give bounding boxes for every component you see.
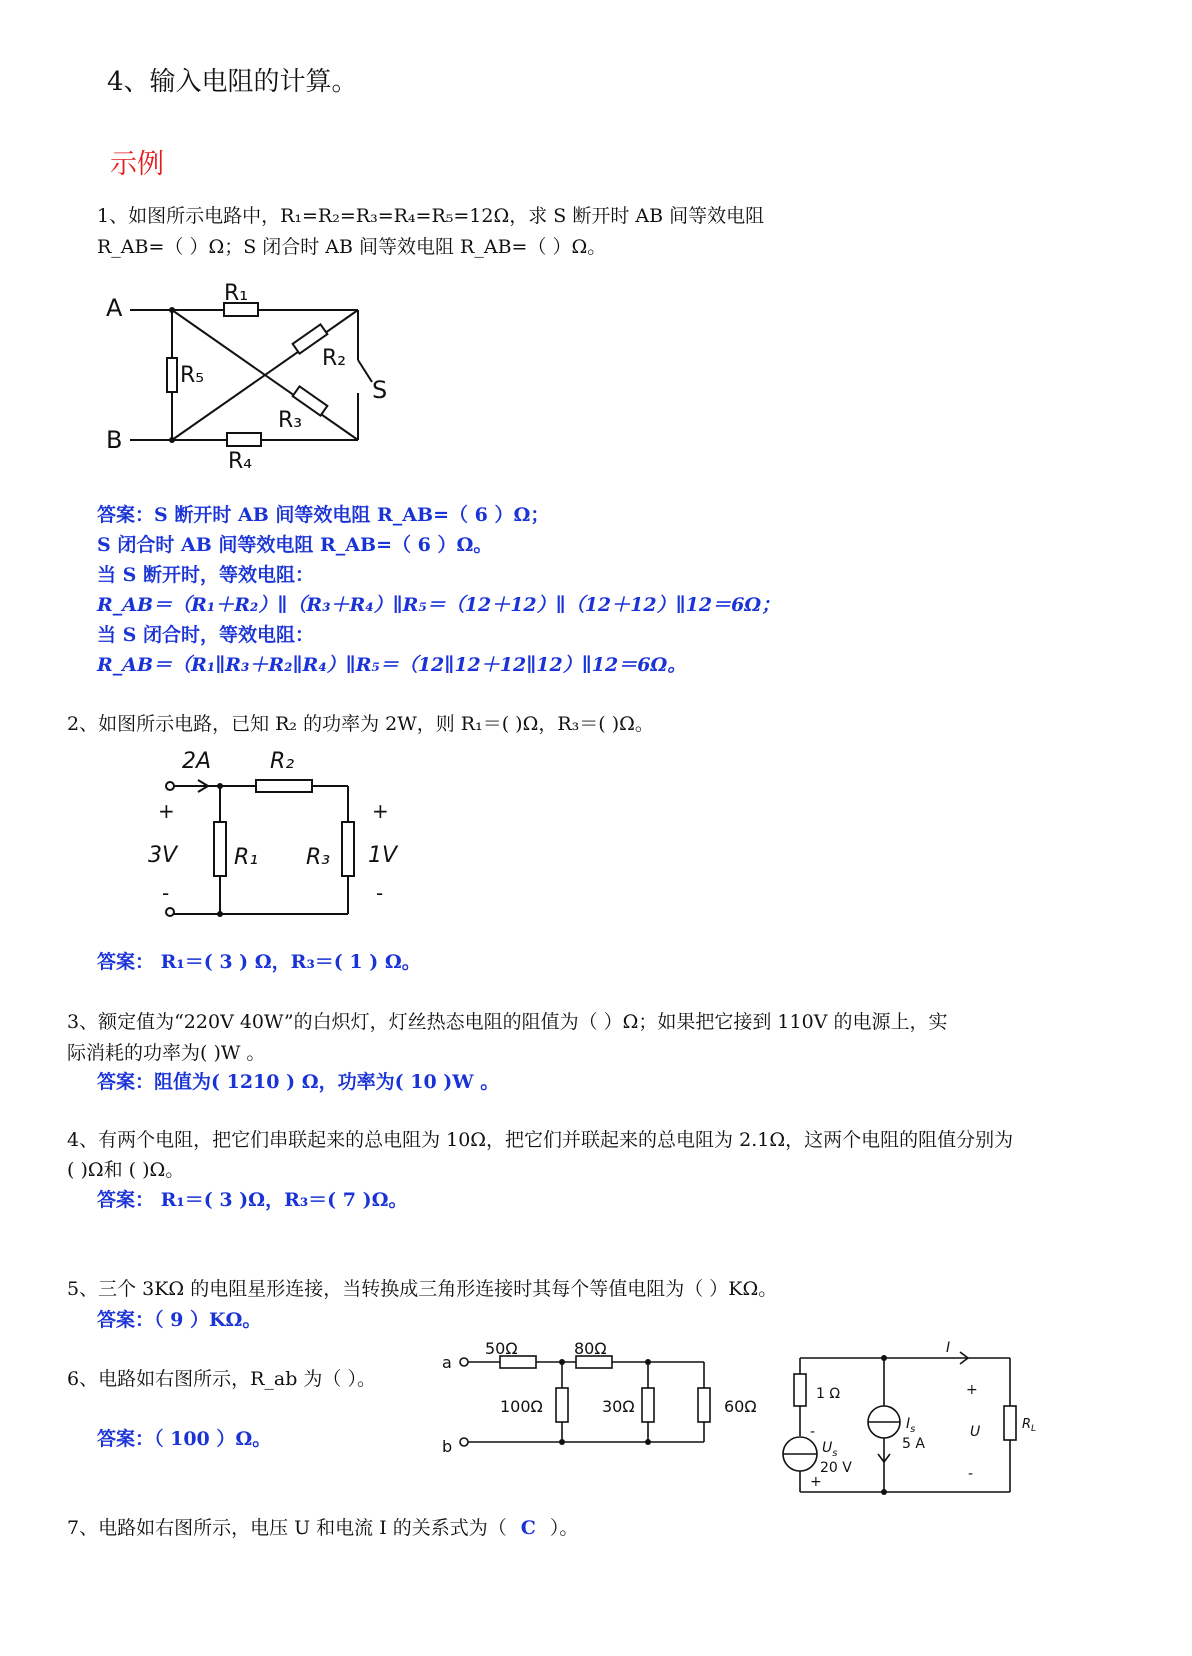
u-plus-sign: + [966,1382,978,1398]
r1-label: R₁ [234,845,259,870]
r3-label: R₃ [306,845,331,870]
q4-line2: ( )Ω和 ( )Ω。 [67,1159,185,1181]
voltage-u-label: U [970,1424,981,1440]
us-value-label: 20 V [820,1460,852,1476]
q7-answer: C [520,1517,536,1539]
q1-answer-line2: S 闭合时 AB 间等效电阻 R_AB=（ 6 ）Ω。 [97,534,493,556]
q1-answer-line5: 当 S 闭合时，等效电阻： [97,624,314,646]
q1-line1: 1、如图所示电路中，R₁=R₂=R₃=R₄=R₅=12Ω，求 S 断开时 AB 间等效电阻 [97,205,765,227]
section-heading: 4、输入电阻的计算。 [107,67,358,97]
left-plus-sign: + [158,799,175,823]
r1-label: R₁ [224,281,249,306]
q5-answer: 答案：（ 9 ）KΩ。 [97,1309,262,1331]
q2-circuit-diagram [140,740,420,920]
r2-label: R₂ [270,749,295,774]
current-label: 2A [182,749,212,774]
q7-circuit-diagram [776,1336,1066,1506]
terminal-b-label: b [442,1437,453,1456]
q1-bridge-circuit-diagram [100,278,400,474]
us-minus-sign: - [810,1424,816,1440]
r-60-label: 60Ω [724,1397,757,1416]
u-minus-sign: - [968,1466,974,1482]
q5-question: 5、三个 3KΩ 的电阻星形连接，当转换成三角形连接时其每个等值电阻为（ ）KΩ。 [67,1278,778,1300]
q7-question [67,1516,578,1540]
current-i-label: I [946,1340,951,1356]
r-100-label: 100Ω [500,1397,543,1416]
q1-answer-line6: R_AB＝（R₁∥R₃＋R₂∥R₄）∥R₅＝（12∥12＋12∥12）∥12＝6Ω。 [97,654,687,676]
r5-label: R₅ [180,363,205,388]
node-a-label: A [106,294,123,322]
r4-label: R₄ [228,449,253,474]
q6-answer: 答案：（ 100 ）Ω。 [97,1428,272,1450]
q7-text-after: ）。 [549,1517,579,1539]
terminal-a-label: a [442,1353,452,1372]
q1-answer-line3: 当 S 断开时，等效电阻： [97,564,314,586]
r-1ohm-label: 1 Ω [816,1386,841,1402]
left-voltage-label: 3V [148,843,178,868]
r-80-label: 80Ω [574,1339,607,1358]
q2-answer: 答案： R₁＝( 3 ) Ω，R₃＝( 1 ) Ω。 [97,951,421,973]
q4-answer: 答案： R₁＝( 3 )Ω，R₃＝( 7 )Ω。 [97,1189,408,1211]
right-plus-sign: + [372,799,389,823]
q1-answer-line1: 答案：S 断开时 AB 间等效电阻 R_AB=（ 6 ）Ω； [97,504,550,526]
q1-line2: R_AB=（ ）Ω；S 闭合时 AB 间等效电阻 R_AB=（ ）Ω。 [97,236,607,258]
q2-question: 2、如图所示电路，已知 R₂ 的功率为 2W，则 R₁＝( )Ω，R₃＝( )Ω。 [67,713,654,735]
example-label: 示例 [110,149,164,180]
us-plus-sign: + [810,1474,822,1490]
r3-label: R₃ [278,408,303,433]
q7-text-before: 7、电路如右图所示，电压 U 和电流 I 的关系式为（ [67,1517,507,1539]
is-label: $I_s$ [906,1416,916,1435]
is-value-label: 5 A [902,1436,925,1452]
r-50-label: 50Ω [485,1339,518,1358]
switch-s-label: S [372,376,388,404]
right-minus-sign: - [376,881,384,905]
q1-answer-line4: R_AB＝（R₁＋R₂）∥（R₃＋R₄）∥R₅＝（12＋12）∥（12＋12）∥12＝6Ω； [97,594,781,616]
q4-line1: 4、有两个电阻，把它们串联起来的总电阻为 10Ω，把它们并联起来的总电阻为 2.1Ω，这两个电阻的阻值分别为 [67,1129,1014,1151]
q6-question: 6、电路如右图所示，R_ab 为（ ）。 [67,1368,376,1390]
rl-label: $R_L$ [1022,1417,1037,1434]
r2-label: R₂ [322,346,347,371]
left-minus-sign: - [162,881,170,905]
q3-line2: 际消耗的功率为( )W 。 [67,1042,266,1064]
node-b-label: B [106,426,123,454]
q3-line1: 3、额定值为“220V 40W”的白炽灯，灯丝热态电阻的阻值为（ ）Ω；如果把它接到 110V 的电源上，实 [67,1011,948,1033]
r-30-label: 30Ω [602,1397,635,1416]
right-voltage-label: 1V [368,843,398,868]
us-label: $U_s$ [822,1440,838,1459]
q6-resistor-network-diagram [440,1336,760,1466]
q3-answer: 答案：阻值为( 1210 ) Ω，功率为( 10 )W 。 [97,1071,500,1093]
